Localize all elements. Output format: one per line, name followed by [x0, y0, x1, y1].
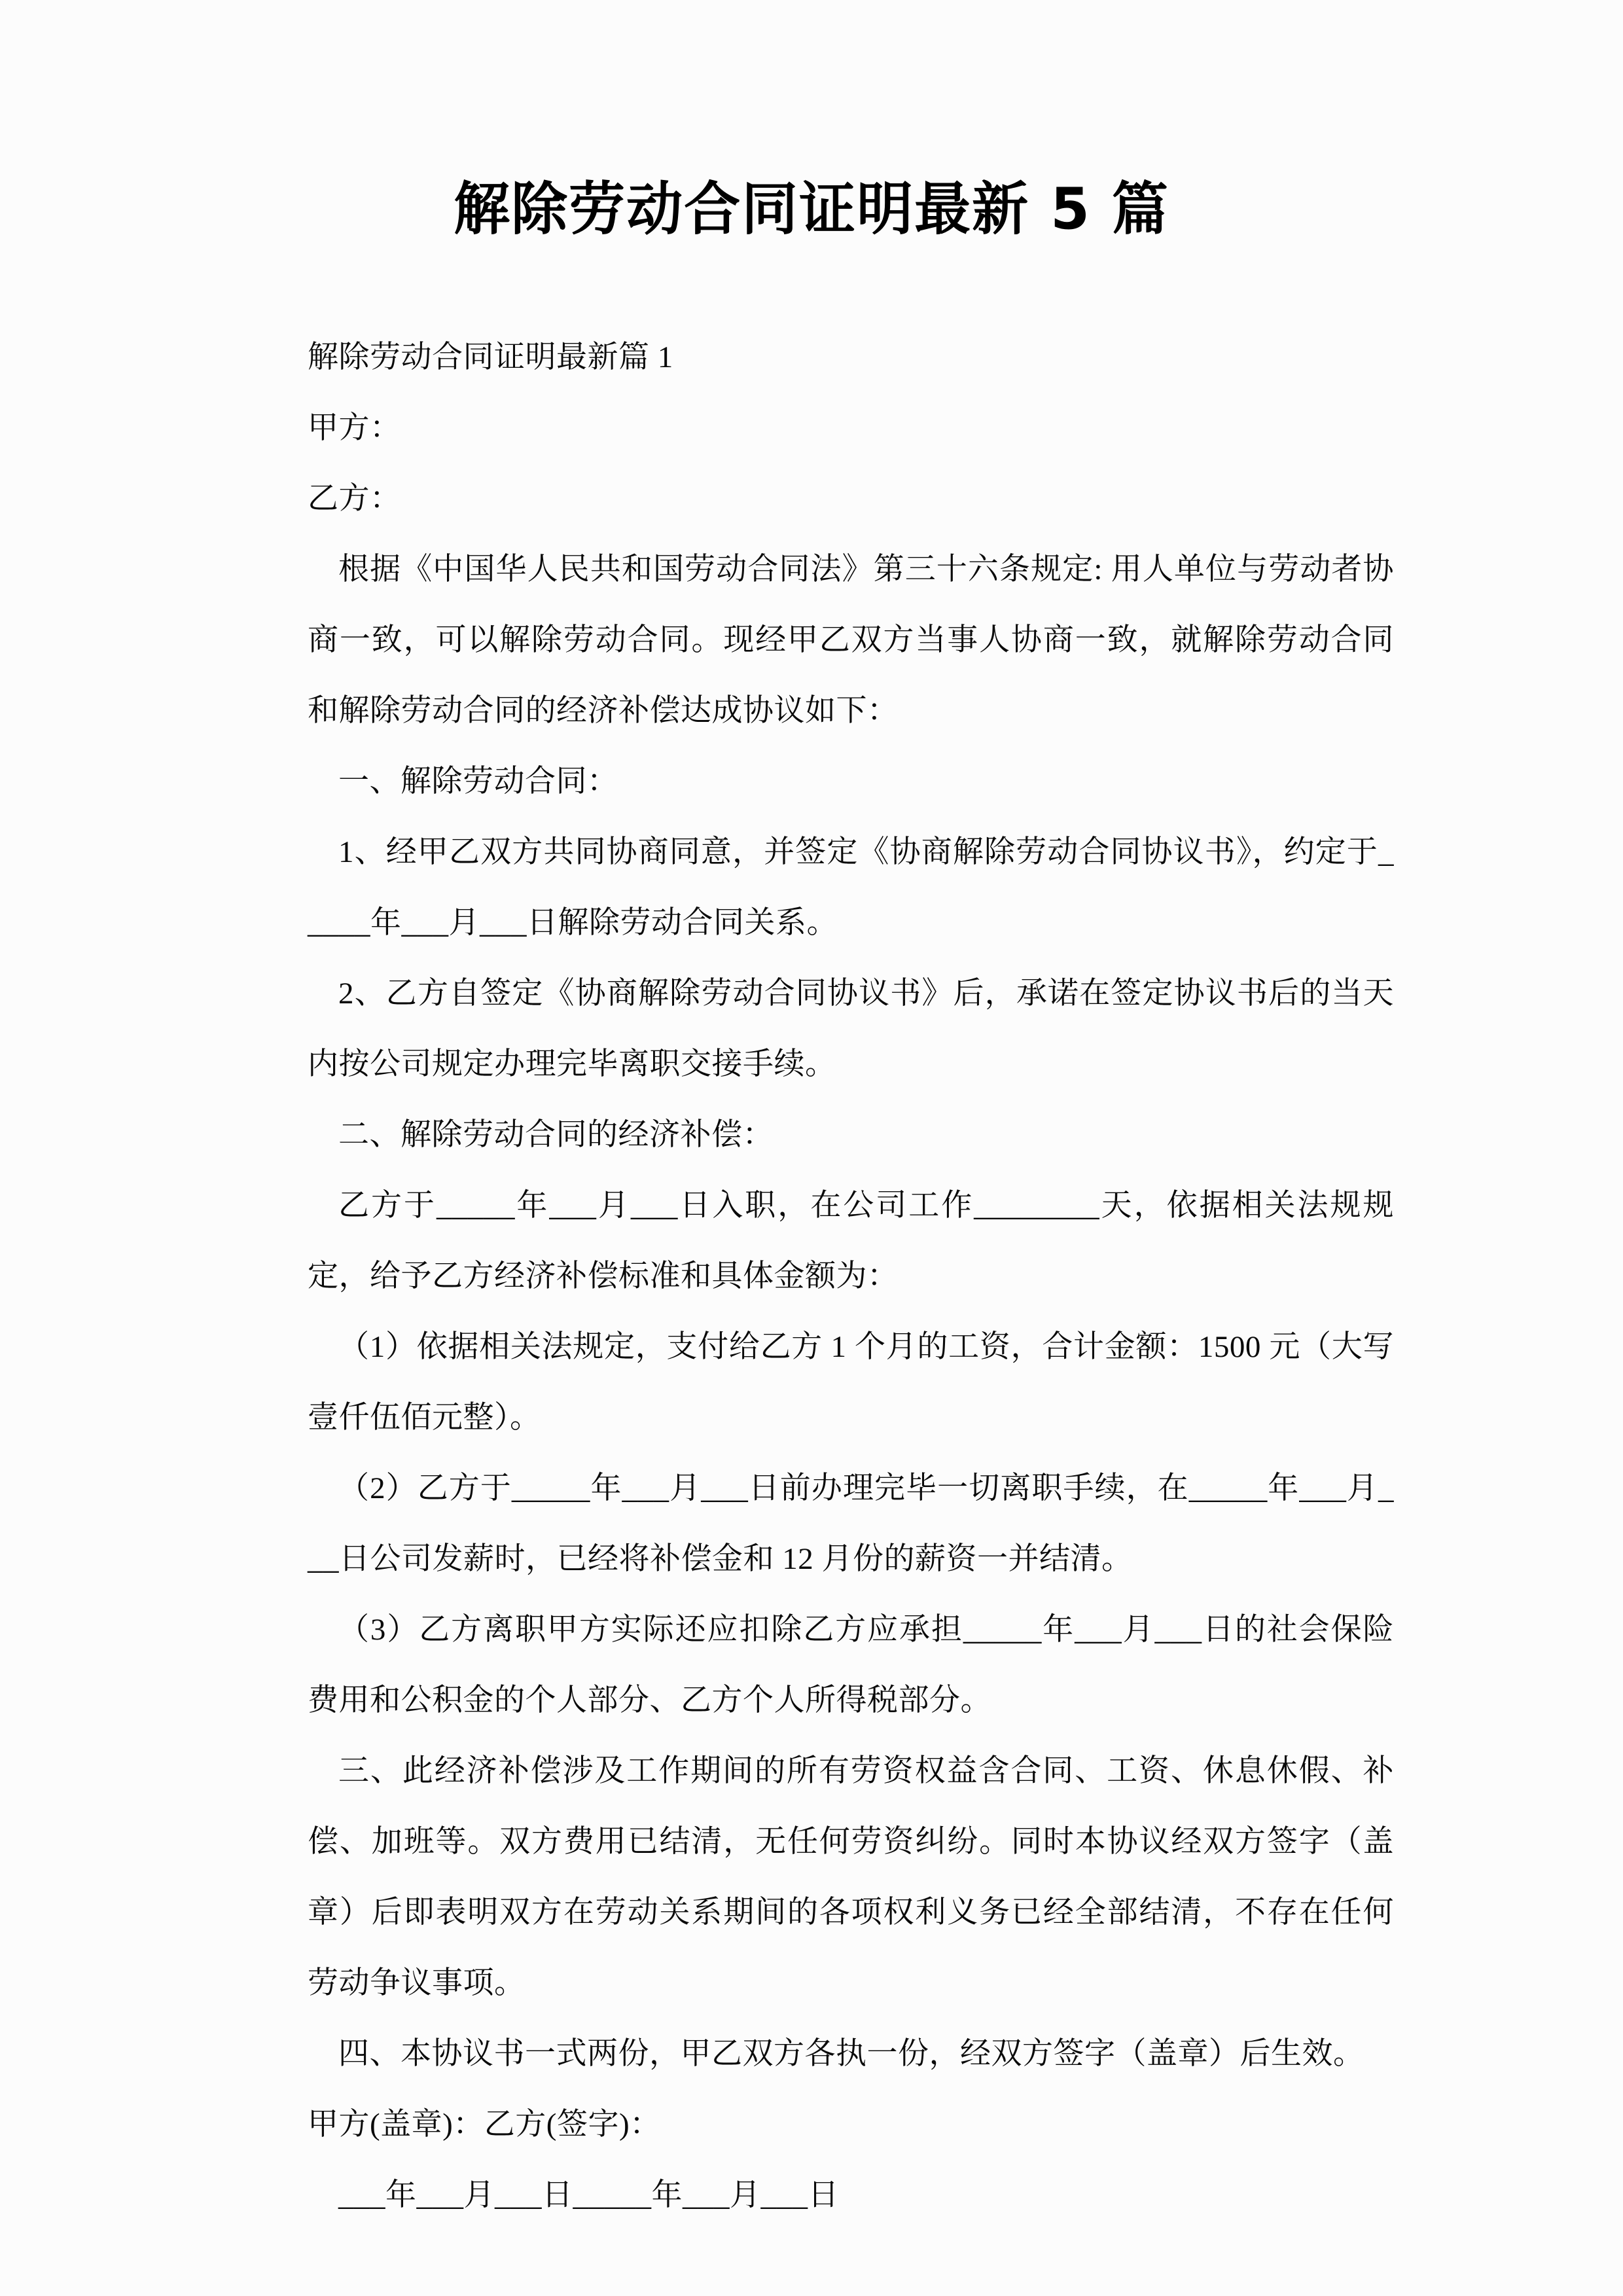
clause-three: 三、此经济补偿涉及工作期间的所有劳资权益含合同、工资、休息休假、补偿、加班等。双方费用已结清，无任何劳资纠纷。同时本协议经双方签字（盖章）后即表明双方在劳动关系期间的各项权利义务已经全部结清，不存在任何劳动争议事项。 — [308, 1753, 1394, 2000]
clause-two-item-2: （2）乙方于_____年___月___日前办理完毕一切离职手续，在_____年___月___日公司发薪时，已经将补偿金和 12 月份的薪资一并结清。 — [308, 1471, 1394, 1576]
clause-one-item-2: 2、乙方自签定《协商解除劳动合同协议书》后，承诺在签定协议书后的当天内按公司规定办理完毕离职交接手续。 — [308, 976, 1394, 1081]
clause-four: 四、本协议书一式两份，甲乙双方各执一份，经双方签字（盖章）后生效。 — [338, 2036, 1364, 2071]
party-a-label: 甲方： — [308, 410, 401, 445]
section-heading: 解除劳动合同证明最新篇 1 — [308, 340, 673, 374]
clause-two-intro: 乙方于_____年___月___日入职，在公司工作________天，依据相关法规规定，给予乙方经济补偿标准和具体金额为： — [308, 1188, 1394, 1293]
party-b-label: 乙方： — [308, 481, 401, 516]
clause-two-item-3: （3）乙方离职甲方实际还应扣除乙方应承担_____年___月___日的社会保险费用和公积金的个人部分、乙方个人所得税部分。 — [308, 1612, 1394, 1717]
clause-two-item-1: （1）依据相关法规定，支付给乙方 1 个月的工资，合计金额：1500 元（大写壹仟伍佰元整）。 — [308, 1329, 1394, 1435]
document-content — [196, 0, 1427, 2231]
signature-date-line: ___年___月___日_____年___月___日 — [338, 2178, 839, 2212]
clause-one-title: 一、解除劳动合同： — [338, 764, 618, 798]
clause-one-item-1: 1、经甲乙双方共同协商同意，并签定《协商解除劳动合同协议书》，约定于_____年___月___日解除劳动合同关系。 — [308, 834, 1394, 940]
paragraph-legal-basis: 根据《中国华人民共和国劳动合同法》第三十六条规定: 用人单位与劳动者协商一致，可以解除劳动合同。现经甲乙双方当事人协商一致，就解除劳动合同和解除劳动合同的经济补偿达成协议如下： — [308, 552, 1394, 728]
page-title: 解除劳动合同证明最新 5 篇 — [454, 175, 1169, 243]
document-body — [196, 322, 1427, 2231]
signature-line: 甲方(盖章)：乙方(签字)： — [308, 2107, 661, 2142]
clause-two-title: 二、解除劳动合同的经济补偿： — [338, 1117, 774, 1152]
